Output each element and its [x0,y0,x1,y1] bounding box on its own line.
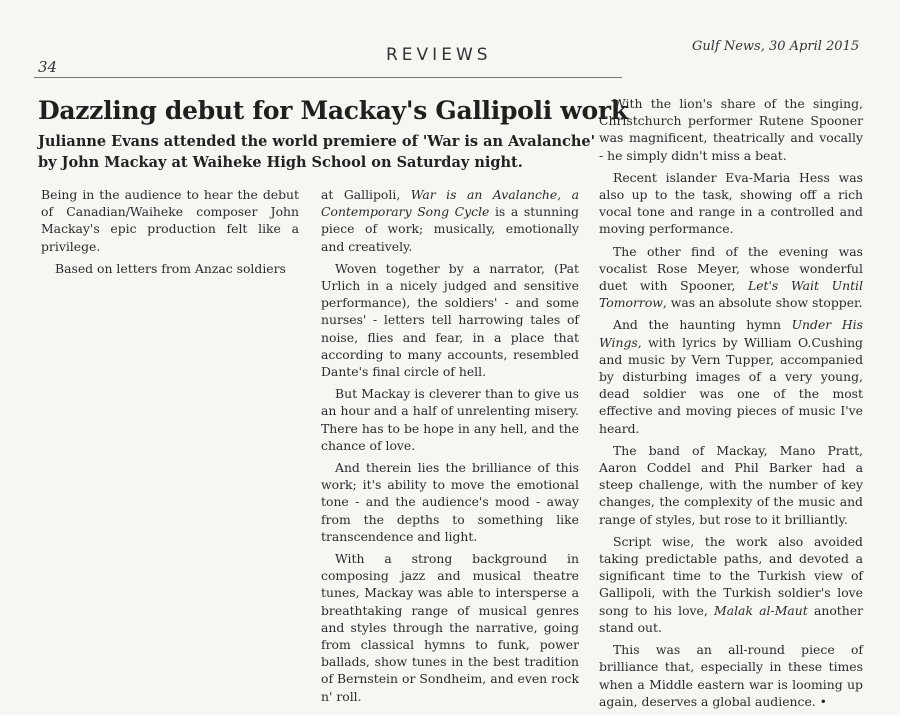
hymn-title: Under His Wings [599,317,863,350]
column-1 [41,186,299,282]
header-rule [34,77,622,78]
headline: Dazzling debut for Mackay's Gallipoli work [38,96,628,125]
paragraph: Being in the audience to hear the debut of Canadian/Waiheke composer John Mackay's epic production felt like a privilege. [41,187,299,254]
paragraph: Based on letters from Anzac soldiers [55,260,286,276]
paragraph: The other find of the evening was vocalist Rose Meyer, whose wonderful duet with Spooner, Let's Wait Until Tomorrow, was an absolute show stopper. [599,243,863,311]
paragraph: Woven together by a narrator, (Pat Urlich in a nicely judged and sensitive performance), the soldiers' - and some nurses' - letters tell harrowing tales of noise, flies and fear, in a place that according to many accounts, resembled Dante's final circle of hell. [321,260,579,380]
song-title: Malak al-Maut [714,602,808,618]
section-title: REVIEWS [386,45,492,65]
column-2 [321,186,579,710]
standfirst: Julianne Evans attended the world premiere of 'War is an Avalanche' by John Mackay at Waiheke High School on Saturday night. [38,133,596,171]
paragraph: And therein lies the brilliance of this work; it's ability to move the emotional tone - and the audience's mood - away from the depths to something like transcendence and light. [321,460,579,544]
song-title: Let's Wait Until Tomorrow [599,278,863,311]
paragraph: And the haunting hymn Under His Wings, with lyrics by William O.Cushing and music by Vern Tupper, accompanied by disturbing images of a very young, dead soldier was one of the most effective and moving pieces of music I've heard. [599,317,863,436]
paragraph: at Gallipoli, War is an Avalanche, a Contemporary Song Cycle is a stunning piece of work; musically, emotionally and creatively. [321,187,579,254]
dateline: Gulf News, 30 April 2015 [692,39,860,54]
work-title: War is an Avalanche, a Contemporary Song Cycle [321,187,579,220]
paragraph: But Mackay is cleverer than to give us an hour and a half of unrelenting misery. There has to be hope in any hell, and the chance of love. [321,386,579,453]
paragraph: Script wise, the work also avoided taking predictable paths, and devoted a significant time to the Turkish view of Gallipoli, with the Turkish soldier's love song to his love, Malak al-Maut another stand out. [599,533,863,635]
paragraph: This was an all-round piece of brilliance that, especially in these times when a Middle eastern war is looming up again, deserves a global audience. • [599,642,863,709]
page-number: 34 [38,58,58,76]
paragraph: The band of Mackay, Mano Pratt, Aaron Coddel and Phil Barker had a steep challenge, with the number of key changes, the complexity of the music and range of styles, but rose to it brilliantly. [599,442,863,527]
column-3 [599,95,863,715]
paragraph: With the lion's share of the singing, Christchurch performer Rutene Spooner was magnificent, theatrically and vocally - he simply didn't miss a beat. [599,96,863,163]
paragraph: Recent islander Eva-Maria Hess was also up to the task, showing off a rich vocal tone and range in a controlled and moving performance. [599,169,863,237]
paragraph: With a strong background in composing jazz and musical theatre tunes, Mackay was able to intersperse a breathtaking range of musical genres and styles through the narrative, going from classical hymns to funk, power ballads, show tunes in the best tradition of Bernstein or Sondheim, and even rock n' roll. [321,551,579,704]
